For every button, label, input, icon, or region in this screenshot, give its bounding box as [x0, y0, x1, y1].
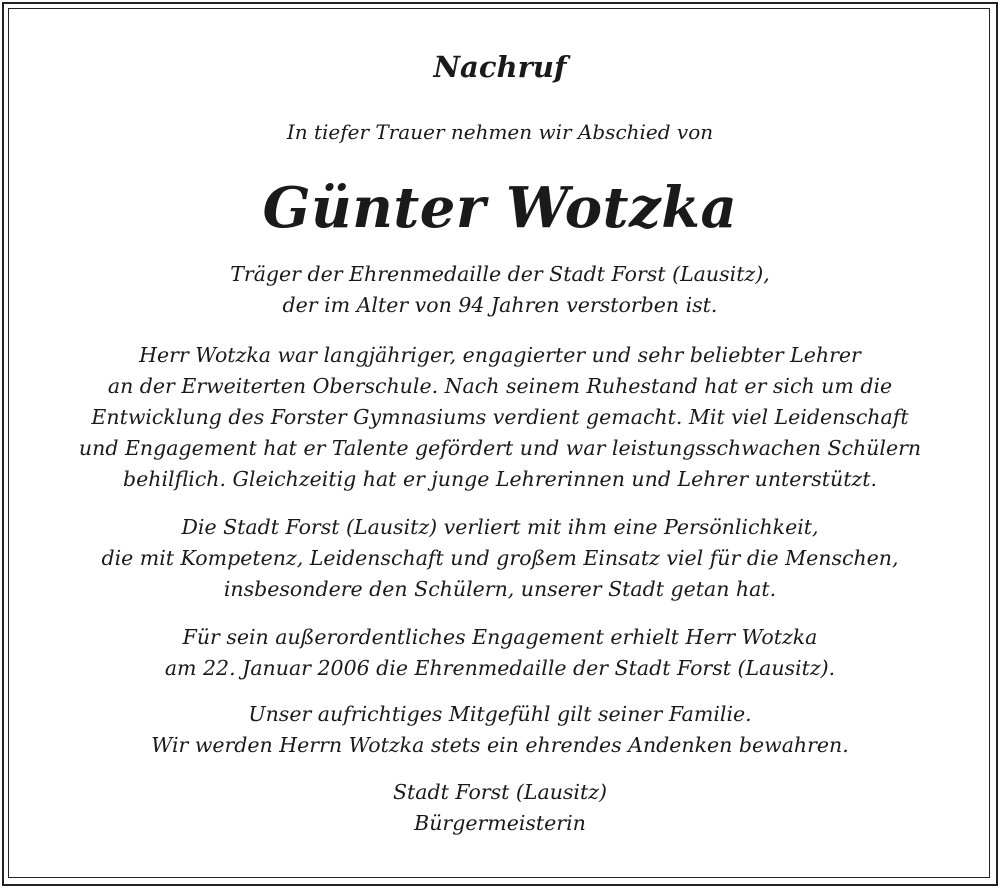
- text-line: Entwicklung des Forster Gymnasiums verdient gemacht. Mit viel Leidenschaft: [91, 405, 909, 429]
- text-line: Wir werden Herrn Wotzka stets ein ehrendes Andenken bewahren.: [151, 733, 849, 757]
- paragraph-career: [14, 340, 986, 495]
- text-line: am 22. Januar 2006 die Ehrenmedaille der Stadt Forst (Lausitz).: [164, 656, 836, 680]
- text-line: der im Alter von 94 Jahren verstorben ist.: [282, 293, 718, 317]
- notice-heading: Nachruf: [433, 50, 567, 84]
- text-line: behilflich. Gleichzeitig hat er junge Lehrerinnen und Lehrer unterstützt.: [123, 467, 877, 491]
- text-line: die mit Kompetenz, Leidenschaft und großem Einsatz viel für die Menschen,: [101, 546, 899, 570]
- paragraph-condolence: [14, 699, 986, 761]
- signature-title: Bürgermeisterin: [414, 811, 586, 835]
- text-line: Herr Wotzka war langjähriger, engagierter und sehr beliebter Lehrer: [139, 343, 861, 367]
- deceased-name: Günter Wotzka: [262, 175, 738, 241]
- paragraph-honors: [14, 259, 986, 321]
- text-line: Träger der Ehrenmedaille der Stadt Forst (Lausitz),: [230, 262, 770, 286]
- text-line: an der Erweiterten Oberschule. Nach seinem Ruhestand hat er sich um die: [107, 374, 893, 398]
- signature-block: [14, 777, 986, 839]
- text-line: und Engagement hat er Talente gefördert und war leistungsschwachen Schülern: [78, 436, 922, 460]
- text-line: Die Stadt Forst (Lausitz) verliert mit ihm eine Persönlichkeit,: [181, 515, 819, 539]
- text-line: Unser aufrichtiges Mitgefühl gilt seiner Familie.: [248, 702, 752, 726]
- intro-text: In tiefer Trauer nehmen wir Abschied von: [286, 120, 714, 144]
- paragraph-tribute: [14, 512, 986, 605]
- paragraph-award: [14, 622, 986, 684]
- signature-organization: Stadt Forst (Lausitz): [392, 780, 608, 804]
- text-line: insbesondere den Schülern, unserer Stadt getan hat.: [223, 577, 777, 601]
- text-line: Für sein außerordentliches Engagement erhielt Herr Wotzka: [182, 625, 818, 649]
